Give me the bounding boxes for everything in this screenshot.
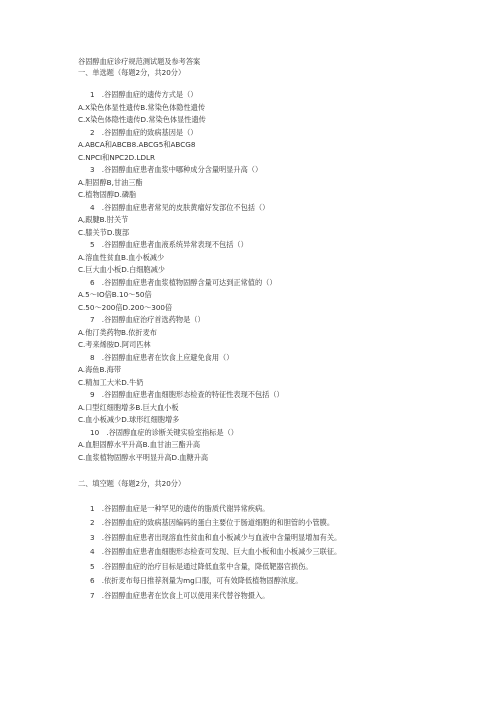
fill-item-1: 1 .谷固醇血症是一种罕见的遗传的脂质代谢异常疾病。: [90, 503, 270, 513]
fill-item-5: 5 .谷固醇血症的治疗目标是通过降低血浆中含量，降低靶器官损伤。: [90, 561, 313, 571]
fill-item-6: 6 .依折麦布每日推荐剂量为mg口服，可有效降低植物固醇浓度。: [90, 576, 303, 585]
question-1-options-cd: C.X染色体隐性遗传D.常染色体显性遗传: [78, 115, 206, 124]
spacer: [78, 490, 500, 500]
question-10-options-cd: C.血浆植物固醇水平明显升高D.血糖升高: [78, 452, 209, 462]
section2-items: [78, 504, 500, 602]
question-9-options-cd: C.血小板减少D.球形红细胞增多: [78, 415, 180, 424]
question-6: 6 .谷固醇血症患者血浆植物固醇含量可达到正常值的（）: [90, 277, 277, 287]
question-6-options-cd: C.50～200倍D.200～300倍: [78, 302, 173, 312]
fill-item-2: 2 .谷固醇血症的致病基因编码的蛋白主要位于肠道细胞的和胆管的小管膜。: [90, 518, 335, 527]
question-6-options-ab: A.5～IO倍B.10～50倍: [78, 290, 152, 299]
question-5: 5 .谷固醇血症患者血液系统异常表现不包括（）: [90, 240, 248, 249]
question-10-options-ab: A.血胆固醇水平升高B.血甘油三酯升高: [78, 440, 201, 449]
section2-heading: 二、填空题（每题2分，共20分）: [78, 479, 186, 488]
question-2-options-cd: C.NPCI和NPC2D.LDLR: [78, 152, 155, 162]
question-4-options-ab: A,跟腱B.肘关节: [78, 215, 129, 224]
spacer: [78, 463, 500, 479]
fill-item-7: 7 .谷固醇血症患者在饮食上可以使用来代替谷物摄入。: [90, 590, 270, 600]
question-8-options-ab: A.海鱼B.海带: [78, 365, 122, 374]
question-2: 2 .谷固醇血症的致病基因是（）: [90, 127, 198, 137]
question-3-options-cd: C.植物固醇D.磷脂: [78, 190, 137, 199]
question-1: 1 .谷固醇血症的遗传方式是（）: [90, 90, 198, 99]
question-1-options-ab: A.X染色体显性遗传B.常染色体隐性遗传: [78, 102, 206, 112]
question-8-options-cd: C.精加工大米D.牛奶: [78, 377, 144, 387]
question-5-options-ab: A.溶血性贫血B.血小板减少: [78, 252, 165, 262]
question-8: 8 .谷固醇血症患者在饮食上应避免食用（）: [90, 352, 234, 362]
fill-item-3: 3 .谷固醇血症患者出现溶血性贫血和血小板减少与血液中含量明显增加有关。: [90, 532, 342, 542]
question-10: 10 .谷固醇血症的诊断关键实验室指标是（）: [90, 427, 238, 437]
section1-heading: 一、单选题（每题2分，共20分）: [78, 67, 186, 77]
question-9-options-ab: A.口型红细胞增多B.巨大血小板: [78, 402, 179, 412]
question-4: 4 .谷固醇血症患者常见的皮肤黄瘤好发部位不包括（）: [90, 202, 270, 212]
question-7: 7 .谷固醇血症治疗首选药物是（）: [90, 315, 205, 324]
section1-questions: [78, 90, 500, 463]
question-4-options-cd: C.膝关节D.腹部: [78, 227, 130, 237]
question-3: 3 .谷固醇血症患者血浆中哪种成分含量明显升高（）: [90, 165, 263, 174]
document-title: 谷固醇血症诊疗规范测试题及参考答案: [78, 57, 201, 66]
question-2-options-ab: A.ABCA和ABCB8.ABCG5和ABCG8: [78, 140, 196, 149]
spacer: [78, 78, 500, 88]
question-3-options-ab: A.胆固醇B,甘油三酯: [78, 177, 143, 187]
fill-item-4: 4 .谷固醇血症患者血细胞形态检查可发现、巨大血小板和血小板减少三联征。: [90, 547, 342, 556]
question-7-options-cd: C.考来烯胺D.阿司匹林: [78, 340, 151, 349]
question-9: 9 .谷固醇血症患者血细胞形态检查的特征性表现不包括（）: [90, 390, 284, 399]
question-7-options-ab: A.他汀类药物B.依折麦布: [78, 327, 157, 337]
question-5-options-cd: C.巨大血小板D.白细胞减少: [78, 265, 165, 274]
